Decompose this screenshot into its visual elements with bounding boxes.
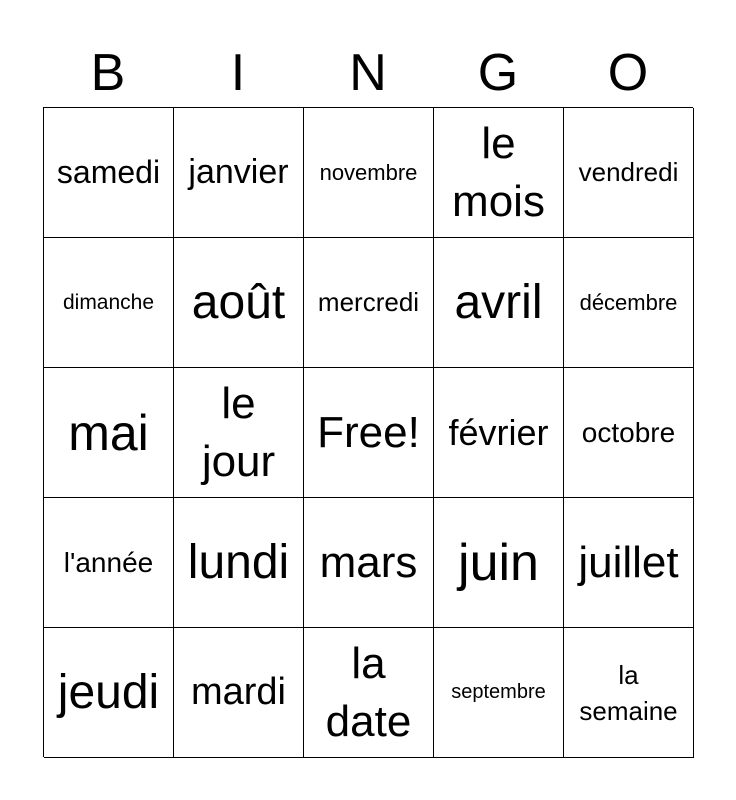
bingo-cell[interactable] — [44, 628, 174, 758]
cell-label: décembre — [579, 289, 678, 315]
bingo-cell[interactable] — [44, 238, 174, 368]
cell-label: dimanche — [62, 290, 155, 314]
cell-label: octobre — [581, 416, 676, 448]
bingo-cell[interactable] — [564, 498, 694, 628]
bingo-cell[interactable] — [174, 368, 304, 498]
cell-label: la date — [325, 638, 412, 746]
cell-label: novembre — [319, 159, 418, 185]
bingo-cell[interactable] — [174, 238, 304, 368]
cell-label: Free! — [317, 407, 420, 457]
bingo-cell[interactable] — [304, 238, 434, 368]
bingo-cell[interactable] — [434, 368, 564, 498]
cell-label: juin — [458, 533, 539, 592]
header-letter-o: O — [607, 44, 649, 102]
bingo-cell[interactable] — [174, 498, 304, 628]
cell-label: février — [448, 411, 549, 453]
cell-label: jeudi — [57, 666, 160, 719]
bingo-cell[interactable] — [434, 628, 564, 758]
bingo-cell[interactable] — [174, 628, 304, 758]
bingo-cell[interactable] — [434, 238, 564, 368]
cell-label: le jour — [201, 378, 276, 486]
bingo-cell[interactable] — [564, 368, 694, 498]
bingo-cell[interactable] — [304, 628, 434, 758]
bingo-cell[interactable] — [434, 498, 564, 628]
cell-label: mardi — [190, 671, 287, 713]
cell-label: lundi — [187, 536, 290, 589]
bingo-cell[interactable] — [564, 238, 694, 368]
bingo-cell[interactable] — [564, 108, 694, 238]
bingo-cell[interactable] — [174, 108, 304, 238]
cell-label: la semaine — [579, 659, 678, 726]
cell-label: mercredi — [317, 287, 420, 317]
bingo-cell[interactable] — [304, 368, 434, 498]
cell-label: juillet — [578, 537, 679, 587]
cell-label: septembre — [451, 681, 546, 703]
cell-label: août — [191, 276, 286, 329]
bingo-cell[interactable] — [304, 108, 434, 238]
cell-label: janvier — [188, 153, 289, 191]
header-letter-n: N — [349, 44, 387, 102]
header-letter-b: B — [90, 44, 126, 102]
bingo-cell[interactable] — [434, 108, 564, 238]
cell-label: mai — [68, 404, 149, 461]
header-letter-g: G — [477, 44, 519, 102]
header-letter-i: I — [230, 44, 246, 102]
bingo-cell[interactable] — [44, 368, 174, 498]
bingo-cell[interactable] — [304, 498, 434, 628]
cell-label: vendredi — [578, 157, 679, 187]
bingo-header — [43, 40, 693, 106]
cell-label: l'année — [63, 546, 154, 578]
bingo-cell[interactable] — [44, 108, 174, 238]
cell-label: avril — [454, 276, 543, 329]
cell-label: samedi — [56, 154, 161, 190]
cell-label: mars — [319, 537, 418, 587]
bingo-grid — [43, 107, 693, 757]
bingo-cell[interactable] — [44, 498, 174, 628]
cell-label: le mois — [452, 118, 545, 226]
bingo-cell[interactable] — [564, 628, 694, 758]
